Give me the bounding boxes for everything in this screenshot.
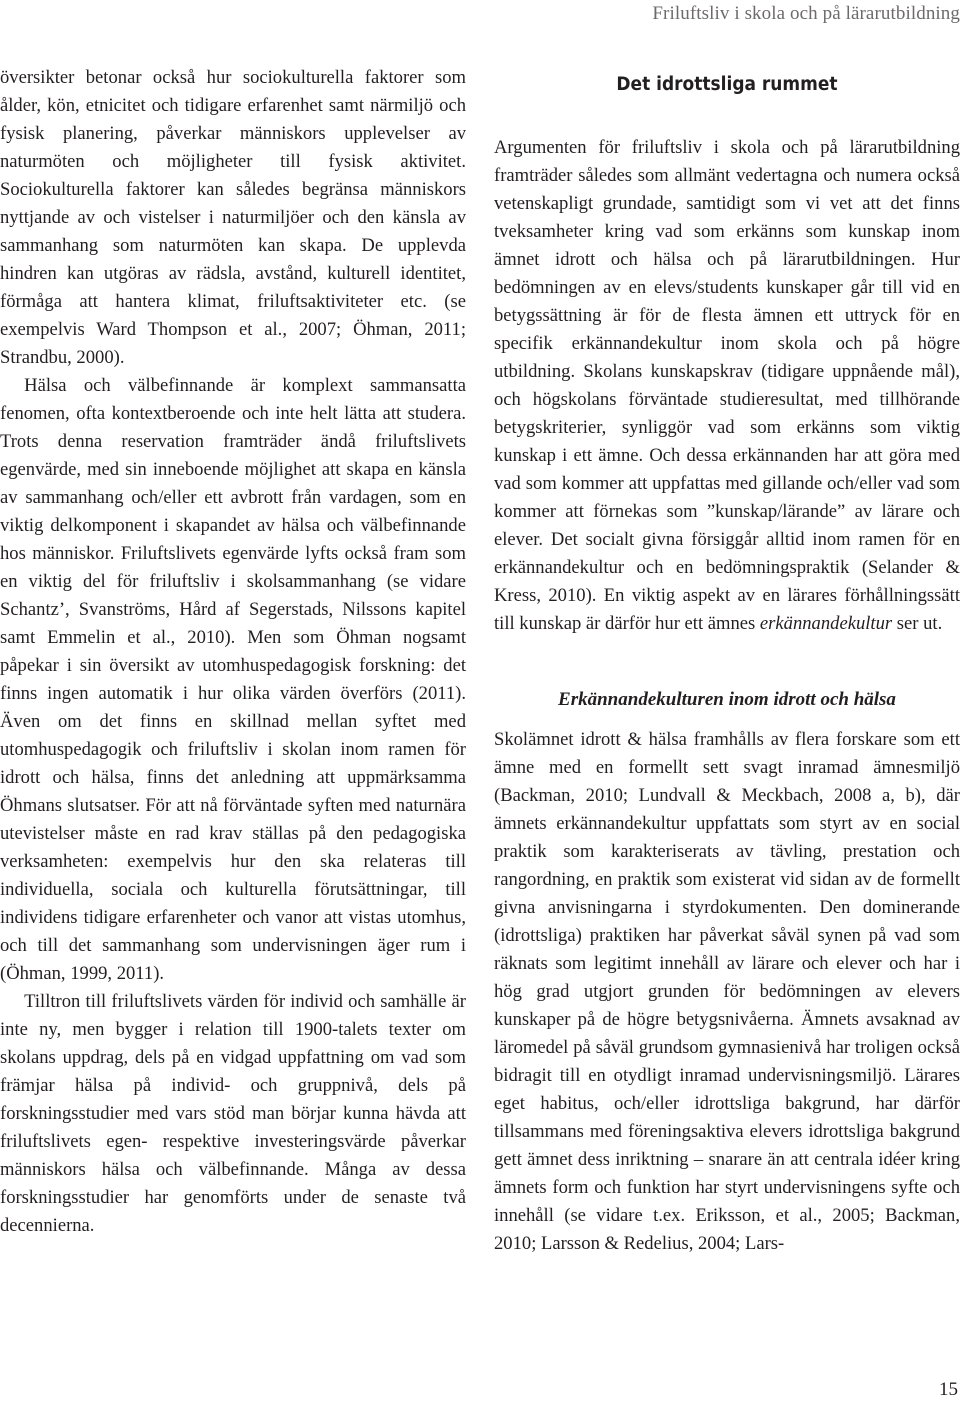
body-paragraph-2: Hälsa och välbefinnande är komplext sammansatta fenomen, ofta kontextberoende och inte helt lätta att studera. Trots denna reservation framträder ändå friluftslivets egenvärde, med sin inneboende möjlighet att skapa en känsla av sammanhang och/eller ett avbrott från vardagen, som en viktig delkomponent i skapandet av hälsa och välbefinnande hos människor. Friluftslivets egenvärde lyfts också fram som en viktig del för friluftsliv i skolsammanhang (se vidare Schantz’, Svanströms, Hård af Segerstads, Nilssons kapitel samt Emmelin et al., 2010). Men som Öhman nogsamt påpekar i sin översikt av utomhuspedagogisk forskning: det finns ingen automatik i hur olika värden överförs (2011). Även om det finns en skillnad mellan syftet med utomhuspedagogik och friluftsliv i skolan inom ramen för idrott och hälsa, finns det anledning att uppmärksamma Öhmans slutsatser. För att nå förväntade syften med naturnära utevistelser måste en rad krav ställas på den pedagogiska verksamheten: exempelvis hur den ska relateras till individuella, sociala och kulturella förutsättningar, till individens tidigare erfarenheter och vanor att vistas utomhus, och till det sammanhang som undervisningen äger rum i (Öhman, 1999, 2011). [0,375,466,984]
section-paragraph [494,134,960,638]
subheading: Erkännandekulturen inom idrott och hälsa [558,689,896,710]
subsection-paragraph: Skolämnet idrott & hälsa framhålls av flera forskare som ett ämne med en formellt sett svagt inramad ämnesmiljö (Backman, 2010; Lundvall & Meckbach, 2008 a, b), där ämnets erkännandekultur uppfattats som styrt av en social praktik som karakteriserats av tävling, prestation och rangordning, en praktik som existerat vid sidan av de formellt givna anvisningarna i styrdokumenten. Den dominerande (idrottsliga) praktiken har påverkat såväl synen på vad som räknats som legitimt innehåll av lärare och elever och har i hög grad utgjort grunden för bedömningen av elevers kunskaper på de högre betygsnivåerna. Ämnets avsaknad av läromedel på såväl grundsom gymnasienivå har troligen också bidragit till en otydligt inramad undervisningsmiljö. Lärares eget habitus, och/eller idrottsliga bakgrund, har därför tillsammans med föreningsaktiva elevers idrottsliga bakgrund gett ämnet dess inriktning – snarare än att centrala idéer kring ämnets form och funktion har styrt undervisningens syfte och innehåll (se vidare t.ex. Eriksson, et al., 2005; Backman, 2010; Larsson & Redelius, 2004; Lars- [494,729,960,1254]
section-paragraph-text: Argumenten för friluftsliv i skola och på lärarutbildning framträder således som allmänt vedertagna och numera också vetenskapligt grundade, samtidigt som vi vet att det finns tveksamheter kring vad som erkänns som kunskap inom ämnet idrott och hälsa och på lärarutbildningen. Hur bedömningen av en elevs/students kunskaper går till vid en betygssättning är för de flesta ämnen ett uttryck för en specifik erkännandekultur inom skola och på högre utbildning. Skolans kunskapskrav (tidigare uppnående mål), och högskolans förväntade studieresultat, med tillhörande betygskriterier, synliggör vad som erkänns som viktig kunskap i ett ämne. Och dessa erkännanden har att göra med vad som kommer att uppfattas med gillande och/eller vad som kommer att förnekas som ”kunskap/lärande” av lärare och elever. Det socialt givna försiggår alltid inom ramen för en erkännandekultur och en bedömningspraktik (Selander & Kress, 2010). En viktig aspekt av en lärares förhållningssätt till kunskap är därför hur ett ämnes [494,137,960,634]
left-column [0,64,466,1240]
body-paragraph-3: Tilltron till friluftslivets värden för individ och samhälle är inte ny, men bygger i relation till 1900-talets texter om skolans uppdrag, dels på en vidgad uppfattning om vad som främjar hälsa på individ- och gruppnivå, dels på forskningsstudier med vars stöd man börjar kunna hävda att friluftslivets egen- respektive investeringsvärde påverkar människors hälsa och välbefinnande. Många av dessa forskningsstudier har genomförts under de senaste två decennierna. [0,991,466,1236]
right-column [494,64,960,1258]
subheading-spacer-bottom [494,714,960,726]
subheading-spacer-top [494,638,960,686]
body-paragraph-1: översikter betonar också hur sociokulturella faktorer som ålder, kön, etnicitet och tidigare erfarenhet samt närmiljö och fysisk planering, påverkar människors upplevelser av naturmöten och möjligheter till fysisk aktivitet. Sociokulturella faktorer kan således begränsa människors nyttjande av och vistelser i naturmiljöer och den känsla av sammanhang som naturmöten kan skapa. De upplevda hindren kan utgöras av rädsla, avstånd, kulturell identitet, förmåga att hantera klimat, friluftsaktiviteter etc. (se exempelvis Ward Thompson et al., 2007; Öhman, 2011; Strandbu, 2000). [0,67,466,368]
page-number: 15 [939,1379,958,1400]
section-heading: Det idrottsliga rummet [616,74,838,95]
heading-spacer [494,102,960,134]
running-header: Friluftsliv i skola och på lärarutbildning [652,3,960,24]
section-paragraph-end: ser ut. [892,613,943,634]
section-paragraph-emphasis: erkännandekultur [759,613,893,634]
